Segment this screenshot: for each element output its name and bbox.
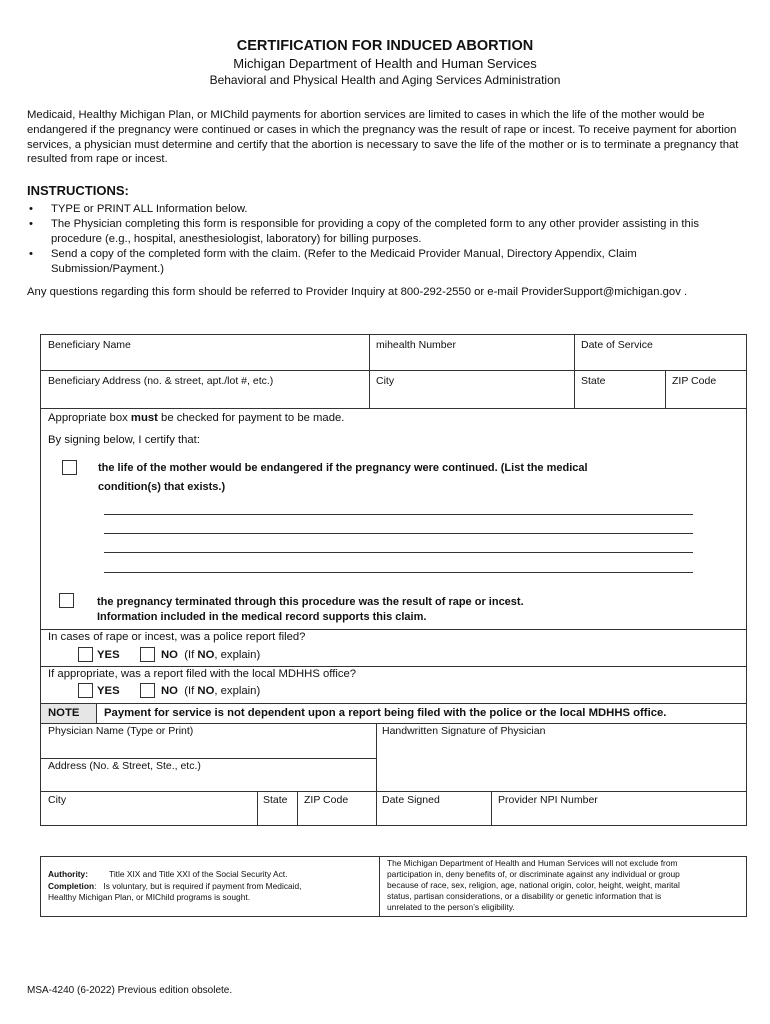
mdhhs-yes-checkbox[interactable]	[78, 683, 93, 698]
physician-signature-field[interactable]: Handwritten Signature of Physician	[382, 725, 546, 737]
box-requirement-note: Appropriate box must be checked for payment to be made.	[48, 412, 345, 424]
divider	[376, 723, 377, 826]
divider	[257, 791, 258, 826]
medical-condition-line[interactable]	[104, 533, 693, 534]
instruction-item: • The Physician completing this form is responsible for providing a copy of the completed form to any other provider assisting in this procedure (e.g., hospital, anesthesiologist, laboratory) for billing purposes.	[27, 217, 743, 247]
divider	[41, 703, 746, 704]
divider	[41, 629, 746, 630]
beneficiary-address-field[interactable]: Beneficiary Address (no. & street, apt./lot #, etc.)	[48, 375, 274, 387]
completion-line: Completion: Is voluntary, but is required if payment from Medicaid,	[48, 881, 302, 891]
authority-line: Authority: Title XIX and Title XXI of the Social Security Act.	[48, 869, 288, 879]
divider	[41, 791, 746, 792]
intro-paragraph: Medicaid, Healthy Michigan Plan, or MIChild payments for abortion services are limited to cases in which the life of the mother would be endangered if the pregnancy were continued or cases in which the pregnancy was the result of rape or incest. To receive payment for abortion services, a physician must determine and certify that the abortion is necessary to save the life of the mother or is to terminate a pregnancy that resulted from rape or incest.	[27, 109, 739, 166]
nondiscrimination-line: The Michigan Department of Health and Human Services will not exclude from	[387, 858, 678, 868]
mihealth-number-field[interactable]: mihealth Number	[376, 339, 456, 351]
divider	[41, 666, 746, 667]
option-life-endangered-cont: condition(s) that exists.)	[98, 481, 226, 493]
physician-state-field[interactable]: State	[263, 794, 288, 806]
medical-condition-line[interactable]	[104, 572, 693, 573]
divider	[41, 408, 746, 409]
divider	[41, 758, 376, 759]
divider	[379, 857, 380, 916]
yes-label: YES	[97, 685, 120, 697]
divider	[491, 791, 492, 826]
police-yes-checkbox[interactable]	[78, 647, 93, 662]
divider	[574, 335, 575, 408]
instruction-item: • TYPE or PRINT ALL Information below.	[27, 202, 743, 217]
nondiscrimination-line: unrelated to the person’s eligibility.	[387, 902, 515, 912]
city-field[interactable]: City	[376, 375, 395, 387]
mdhhs-report-question: If appropriate, was a report filed with the local MDHHS office?	[48, 668, 357, 680]
rape-incest-checkbox[interactable]	[59, 593, 74, 608]
certify-statement: By signing below, I certify that:	[48, 434, 200, 446]
instructions-list	[27, 202, 743, 277]
authority-box	[40, 856, 747, 917]
form-title: CERTIFICATION FOR INDUCED ABORTION	[236, 38, 534, 54]
physician-name-field[interactable]: Physician Name (Type or Print)	[48, 725, 194, 737]
nondiscrimination-line: participation in, deny benefits of, or discriminate against any individual or group	[387, 869, 680, 879]
certification-form	[40, 334, 747, 826]
mdhhs-no-checkbox[interactable]	[140, 683, 155, 698]
administration-name: Behavioral and Physical Health and Aging Services Administration	[209, 73, 561, 87]
yes-label: YES	[97, 649, 120, 661]
instructions-heading: INSTRUCTIONS:	[27, 183, 129, 198]
date-of-service-field[interactable]: Date of Service	[581, 339, 653, 351]
option-life-endangered: the life of the mother would be endangered if the pregnancy were continued. (List the medical	[98, 462, 588, 474]
option-rape-incest: the pregnancy terminated through this procedure was the result of rape or incest.	[97, 596, 524, 608]
contact-info: Any questions regarding this form should be referred to Provider Inquiry at 800-292-2550 or e-mail ProviderSupport@michigan.gov .	[27, 286, 688, 298]
police-no-checkbox[interactable]	[140, 647, 155, 662]
department-name: Michigan Department of Health and Human Services	[233, 56, 537, 71]
note-text: Payment for service is not dependent upon a report being filed with the police or the local MDHHS office.	[104, 707, 667, 719]
life-endangered-checkbox[interactable]	[62, 460, 77, 475]
nondiscrimination-line: because of race, sex, religion, age, national origin, color, height, weight, marital	[387, 880, 680, 890]
form-number-footer: MSA-4240 (6-2022) Previous edition obsolete.	[27, 985, 233, 996]
no-label: NO (If NO, explain)	[161, 685, 261, 697]
option-rape-incest-cont: Information included in the medical record supports this claim.	[97, 611, 427, 623]
provider-npi-field[interactable]: Provider NPI Number	[498, 794, 598, 806]
divider	[369, 335, 370, 408]
nondiscrimination-line: status, partisan considerations, or a disability or genetic information that is	[387, 891, 662, 901]
instruction-item: • Send a copy of the completed form with the claim. (Refer to the Medicaid Provider Manual, Directory Appendix, Claim Submission/Payment.)	[27, 247, 743, 277]
divider	[41, 723, 746, 724]
medical-condition-line[interactable]	[104, 552, 693, 553]
divider	[297, 791, 298, 826]
note-label: NOTE	[48, 707, 80, 719]
physician-address-field[interactable]: Address (No. & Street, Ste., etc.)	[48, 760, 201, 772]
divider	[41, 370, 746, 371]
divider	[96, 703, 97, 723]
no-label: NO (If NO, explain)	[161, 649, 261, 661]
physician-zip-field[interactable]: ZIP Code	[304, 794, 349, 806]
beneficiary-name-field[interactable]: Beneficiary Name	[48, 339, 131, 351]
date-signed-field[interactable]: Date Signed	[382, 794, 440, 806]
completion-line-cont: Healthy Michigan Plan, or MIChild programs is sought.	[48, 892, 251, 902]
police-report-question: In cases of rape or incest, was a police report filed?	[48, 631, 306, 643]
physician-city-field[interactable]: City	[48, 794, 67, 806]
zip-code-field[interactable]: ZIP Code	[672, 375, 717, 387]
state-field[interactable]: State	[581, 375, 606, 387]
medical-condition-line[interactable]	[104, 514, 693, 515]
divider	[665, 370, 666, 408]
